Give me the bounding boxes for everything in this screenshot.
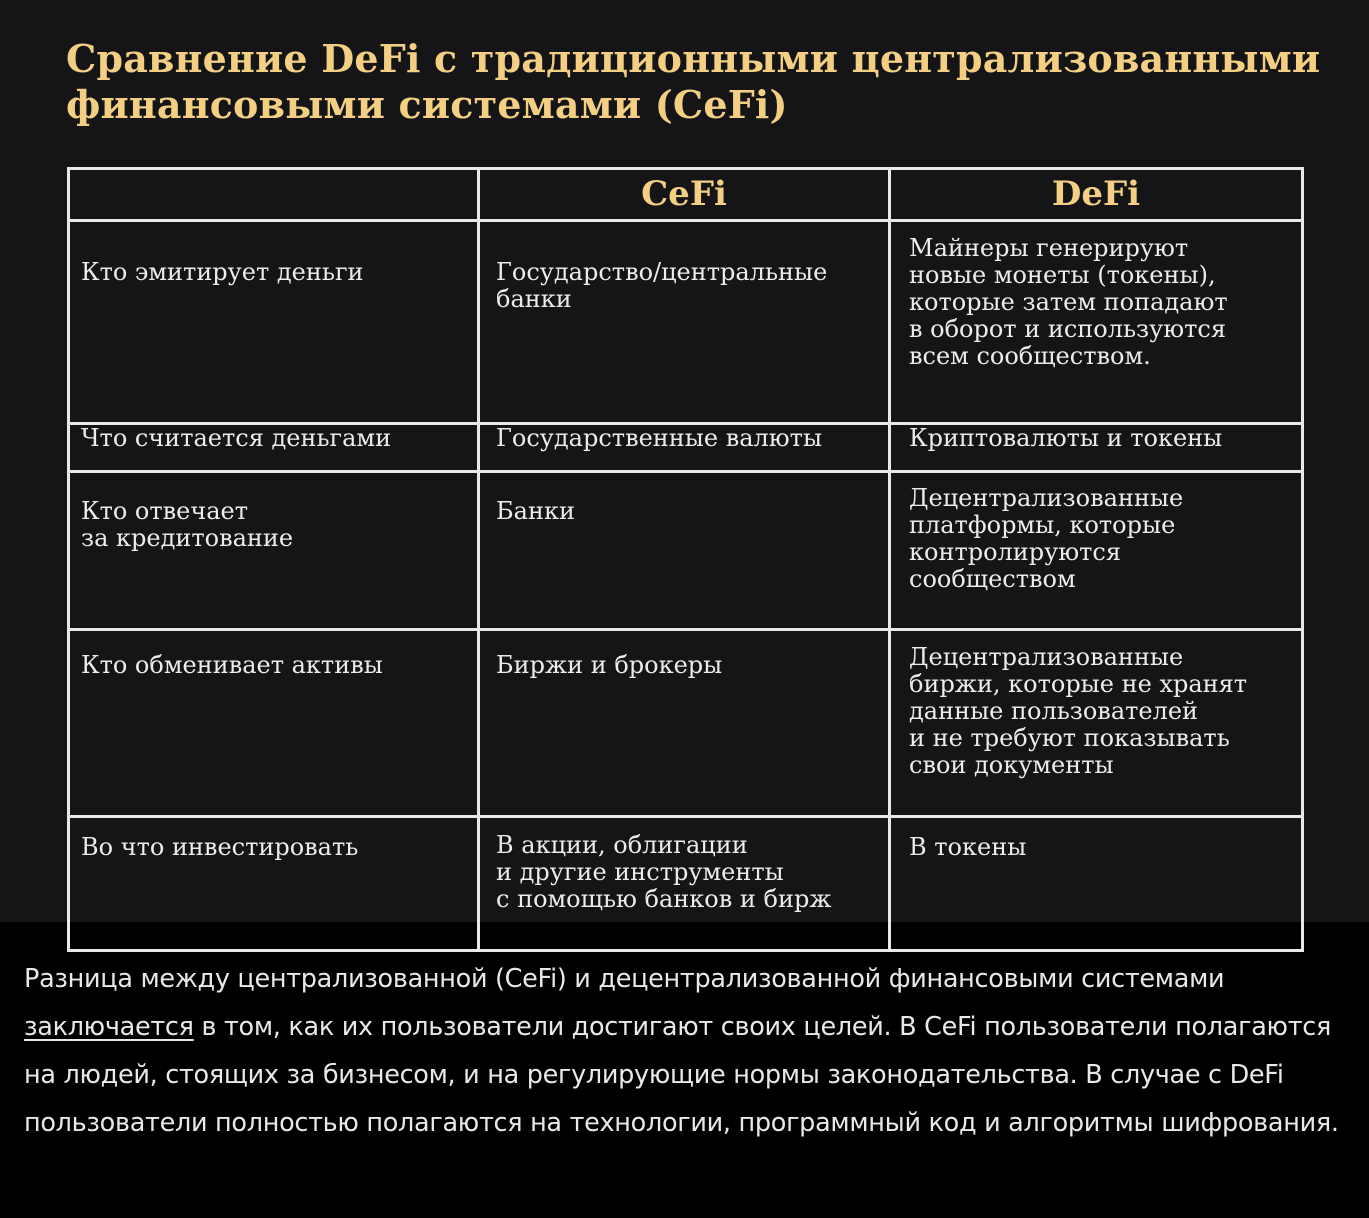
row-question: Кто эмитирует деньги: [69, 221, 479, 424]
row-defi-cell: Криптовалюты и токены: [890, 424, 1303, 472]
table-row: [69, 424, 1303, 472]
row-cefi-cell: Биржи и брокеры: [479, 630, 890, 817]
row-defi-cell: В токены: [890, 817, 1303, 951]
table-row: [69, 630, 1303, 817]
row-defi-cell: Децентрализованные биржи, которые не хранят данные пользователей и не требуют показывать свои документы: [890, 630, 1303, 817]
row-question: Кто отвечает за кредитование: [69, 472, 479, 630]
table-row: [69, 472, 1303, 630]
article-link[interactable]: заключается: [24, 1012, 194, 1042]
row-cefi-cell: В акции, облигации и другие инструменты с помощью банков и бирж: [479, 817, 890, 951]
row-cefi-cell: Банки: [479, 472, 890, 630]
comparison-table: [67, 167, 1304, 952]
row-question: Во что инвестировать: [69, 817, 479, 951]
row-defi-cell: Майнеры генерируют новые монеты (токены), которые затем попадают в оборот и используются всем сообществом.: [890, 221, 1303, 424]
article-paragraph: [24, 955, 1344, 1147]
article-text-start: Разница между централизованной (CeFi) и децентрализованной финансовыми системами: [24, 964, 1225, 994]
row-question: Что считается деньгами: [69, 424, 479, 472]
header-cefi: CeFi: [479, 169, 890, 221]
table-header-row: [69, 169, 1303, 221]
table-row: [69, 817, 1303, 951]
row-cefi-cell: Государственные валюты: [479, 424, 890, 472]
row-defi-cell: Децентрализованные платформы, которые контролируются сообществом: [890, 472, 1303, 630]
infographic-title: Сравнение DeFi с традиционными централизованными финансовыми системами (CeFi): [66, 36, 1321, 127]
header-defi: DeFi: [890, 169, 1303, 221]
row-question: Кто обменивает активы: [69, 630, 479, 817]
row-cefi-cell: Государство/центральные банки: [479, 221, 890, 424]
article-text-end: в том, как их пользователи достигают своих целей. В CeFi пользователи полагаются на людей, стоящих за бизнесом, и на регулирующие нормы законодательства. В случае с DeFi пользователи полностью полагаются на технологии, программный код и алгоритмы шифрования.: [24, 1012, 1339, 1138]
header-empty-cell: [69, 169, 479, 221]
table-row: [69, 221, 1303, 424]
